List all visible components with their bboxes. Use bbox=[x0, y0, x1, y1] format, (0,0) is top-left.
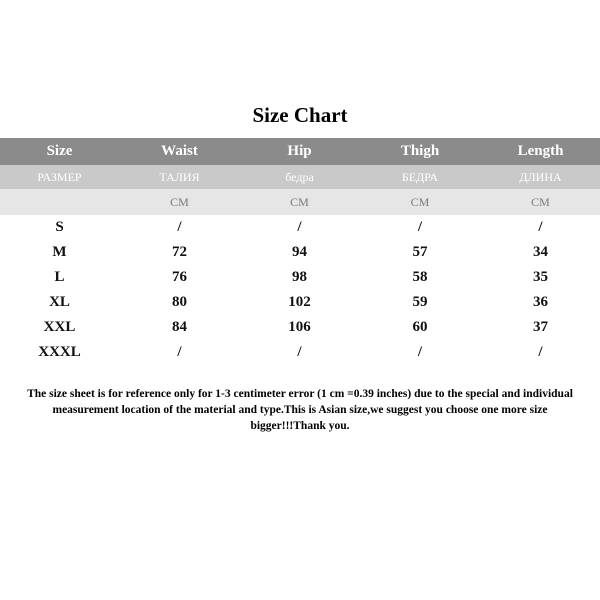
hip-cell: 102 bbox=[288, 294, 311, 310]
table-row bbox=[0, 315, 600, 340]
length-cell: 34 bbox=[533, 244, 548, 260]
size-chart-table bbox=[0, 138, 600, 365]
header-waist: Waist bbox=[161, 143, 198, 159]
russian-header-row bbox=[0, 165, 600, 189]
table-row bbox=[0, 290, 600, 315]
russian-header-hip: бедра bbox=[285, 170, 314, 184]
thigh-cell: 57 bbox=[412, 244, 428, 260]
unit-thigh: CM bbox=[410, 195, 430, 209]
header-size: Size bbox=[46, 143, 73, 159]
table-row bbox=[0, 340, 600, 365]
length-cell: / bbox=[538, 219, 543, 235]
page-title: Size Chart bbox=[252, 103, 348, 127]
units-row bbox=[0, 189, 600, 215]
table-row bbox=[0, 240, 600, 265]
header-thigh: Thigh bbox=[400, 143, 440, 159]
size-cell: S bbox=[55, 219, 64, 235]
unit-waist: CM bbox=[170, 195, 189, 209]
size-cell: XXL bbox=[43, 319, 76, 335]
length-cell: 36 bbox=[533, 294, 548, 310]
note-line: measurement location of the material and type.This is Asian size,we suggest you choose one more size bbox=[52, 404, 548, 416]
hip-cell: 98 bbox=[292, 269, 307, 285]
thigh-cell: 59 bbox=[412, 294, 428, 310]
table-row bbox=[0, 215, 600, 240]
note-line: bigger!!!Thank you. bbox=[250, 420, 350, 432]
thigh-cell: 60 bbox=[412, 319, 428, 335]
waist-cell: 80 bbox=[172, 294, 187, 310]
waist-cell: / bbox=[177, 344, 182, 360]
unit-length: CM bbox=[531, 195, 550, 209]
length-cell: 35 bbox=[533, 269, 548, 285]
size-cell: XXXL bbox=[38, 344, 81, 360]
thigh-cell: / bbox=[417, 219, 423, 235]
russian-header-waist: ТАЛИЯ bbox=[159, 170, 200, 184]
russian-header-thigh: БЕДРА bbox=[401, 170, 439, 184]
russian-header-length: ДЛИНА bbox=[519, 170, 562, 184]
header-length: Length bbox=[517, 143, 564, 159]
length-cell: / bbox=[538, 344, 543, 360]
unit-hip: CM bbox=[290, 195, 309, 209]
hip-cell: / bbox=[297, 219, 302, 235]
hip-cell: / bbox=[297, 344, 302, 360]
waist-cell: 76 bbox=[172, 269, 187, 285]
size-cell: XL bbox=[49, 294, 70, 310]
russian-header-size: РАЗМЕР bbox=[37, 170, 82, 184]
thigh-cell: / bbox=[417, 344, 423, 360]
length-cell: 37 bbox=[533, 319, 548, 335]
size-cell: L bbox=[54, 269, 65, 285]
waist-cell: / bbox=[177, 219, 182, 235]
table-row bbox=[0, 265, 600, 290]
size-disclaimer-note bbox=[0, 386, 600, 434]
unit-size bbox=[0, 189, 119, 215]
header-row bbox=[0, 138, 600, 165]
waist-cell: 72 bbox=[172, 244, 187, 260]
waist-cell: 84 bbox=[172, 319, 187, 335]
hip-cell: 94 bbox=[292, 244, 307, 260]
thigh-cell: 58 bbox=[412, 269, 428, 285]
hip-cell: 106 bbox=[288, 319, 311, 335]
size-cell: M bbox=[52, 244, 67, 260]
note-line: The size sheet is for reference only for 1-3 centimeter error (1 cm =0.39 inches) due to the special and individual bbox=[27, 388, 573, 400]
header-hip: Hip bbox=[287, 143, 312, 159]
